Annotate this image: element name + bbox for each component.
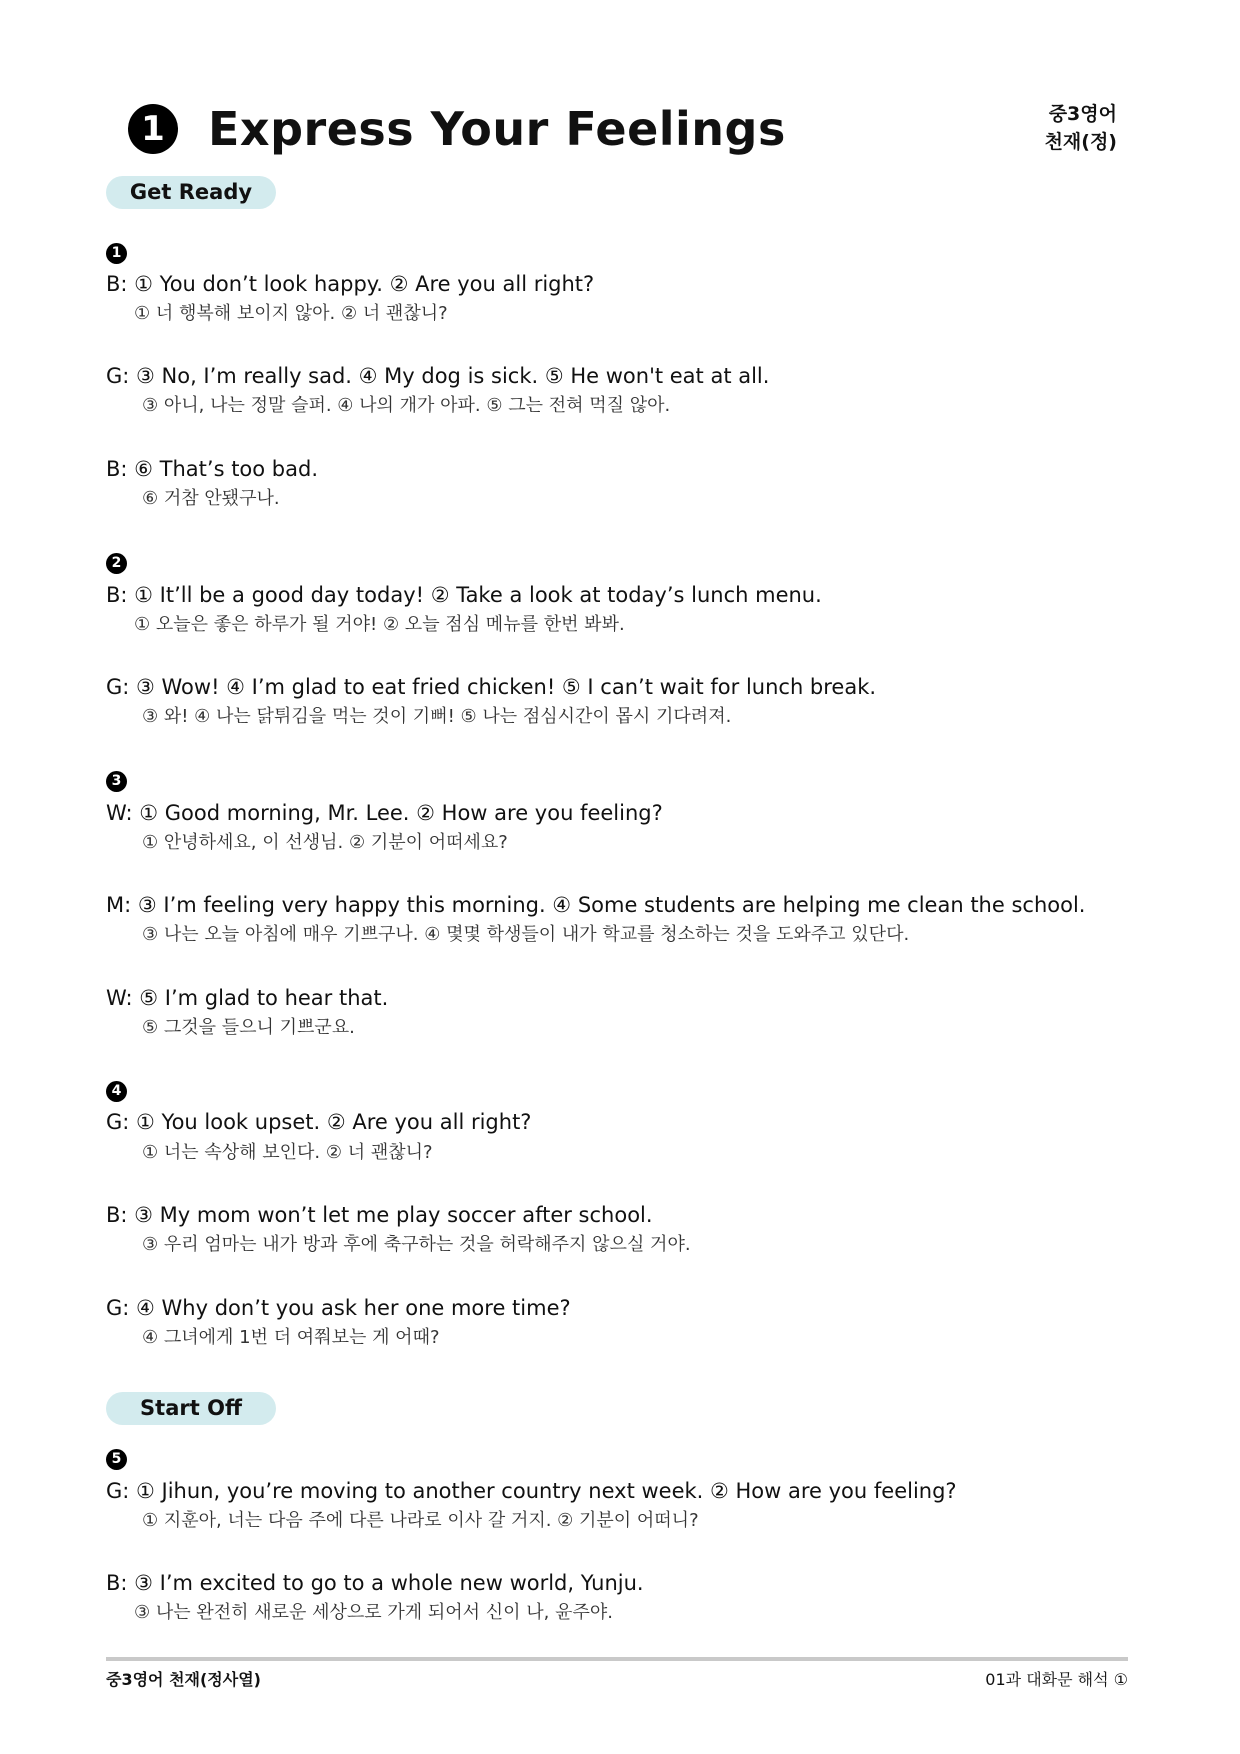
dialogue-line-en: M: ③ I’m feeling very happy this morning. ④ Some students are helping me clean the school. <box>106 893 1086 917</box>
grade-label <box>1045 100 1117 156</box>
dialogue-line-ko: ① 너는 속상해 보인다. ② 너 괜찮니? <box>142 1142 433 1163</box>
dialogue-line-ko: ⑤ 그것을 들으니 기쁘군요. <box>142 1017 355 1038</box>
dialogue-line-en: W: ① Good morning, Mr. Lee. ② How are you feeling? <box>106 801 663 825</box>
dialogue-line-ko: ① 안녕하세요, 이 선생님. ② 기분이 어떠세요? <box>142 832 508 853</box>
dialogue-line-ko: ⑥ 거참 안됐구나. <box>142 488 280 509</box>
dialogue-line-en: W: ⑤ I’m glad to hear that. <box>106 986 389 1010</box>
dialogue-line-ko: ③ 나는 오늘 아침에 매우 기쁘구나. ④ 몇몇 학생들이 내가 학교를 청소하는 것을 도와주고 있단다. <box>142 924 910 945</box>
dialogue-line-en: G: ① You look upset. ② Are you all right? <box>106 1110 532 1134</box>
footer-divider <box>106 1657 1128 1661</box>
footer-book-title: 중3영어 천재(정사열) <box>106 1670 261 1689</box>
grade-subject: 중3영어 <box>1048 103 1117 125</box>
dialogue-line-en: B: ⑥ That’s too bad. <box>106 457 318 481</box>
title-row <box>128 98 1128 168</box>
dialogue-number-5: 5 <box>106 1449 127 1470</box>
dialogue-line-en: B: ③ I’m excited to go to a whole new world, Yunju. <box>106 1571 644 1595</box>
dialogue-number-1: 1 <box>106 243 127 264</box>
dialogue-line-ko: ③ 아니, 나는 정말 슬퍼. ④ 나의 개가 아파. ⑤ 그는 전혀 먹질 않아. <box>142 395 671 416</box>
section-start-off: Start Off <box>106 1392 276 1425</box>
dialogue-line-ko: ③ 와! ④ 나는 닭튀김을 먹는 것이 기뻐! ⑤ 나는 점심시간이 몹시 기다려져. <box>142 706 732 727</box>
dialogue-line-en: B: ① It’ll be a good day today! ② Take a look at today’s lunch menu. <box>106 583 822 607</box>
dialogue-line-ko: ① 너 행복해 보이지 않아. ② 너 괜찮니? <box>134 303 448 324</box>
dialogue-number-2: 2 <box>106 553 127 574</box>
dialogue-number-3: 3 <box>106 771 127 792</box>
dialogue-line-en: G: ① Jihun, you’re moving to another country next week. ② How are you feeling? <box>106 1479 957 1503</box>
dialogue-line-ko: ③ 우리 엄마는 내가 방과 후에 축구하는 것을 허락해주지 않으실 거야. <box>142 1234 691 1255</box>
dialogue-line-ko: ③ 나는 완전히 새로운 세상으로 가게 되어서 신이 나, 윤주야. <box>134 1602 613 1623</box>
section-get-ready: Get Ready <box>106 176 276 209</box>
dialogue-line-ko: ① 지훈아, 너는 다음 주에 다른 나라로 이사 갈 거지. ② 기분이 어떠니? <box>142 1510 699 1531</box>
dialogue-line-en: G: ④ Why don’t you ask her one more time? <box>106 1296 571 1320</box>
dialogue-line-ko: ① 오늘은 좋은 하루가 될 거야! ② 오늘 점심 메뉴를 한번 봐봐. <box>134 614 625 635</box>
dialogue-line-en: G: ③ No, I’m really sad. ④ My dog is sick. ⑤ He won't eat at all. <box>106 364 770 388</box>
grade-publisher: 천재(정) <box>1044 131 1117 153</box>
dialogue-line-en: B: ③ My mom won’t let me play soccer after school. <box>106 1203 653 1227</box>
lesson-number-badge: 1 <box>128 104 178 154</box>
dialogue-line-ko: ④ 그녀에게 1번 더 여쭤보는 게 어때? <box>142 1327 440 1348</box>
dialogue-line-en: B: ① You don’t look happy. ② Are you all right? <box>106 272 595 296</box>
dialogue-number-4: 4 <box>106 1081 127 1102</box>
dialogue-line-en: G: ③ Wow! ④ I’m glad to eat fried chicken! ⑤ I can’t wait for lunch break. <box>106 675 877 699</box>
page-title: Express Your Feelings <box>208 102 786 156</box>
footer-page-label: 01과 대화문 해석 ① <box>985 1670 1128 1689</box>
